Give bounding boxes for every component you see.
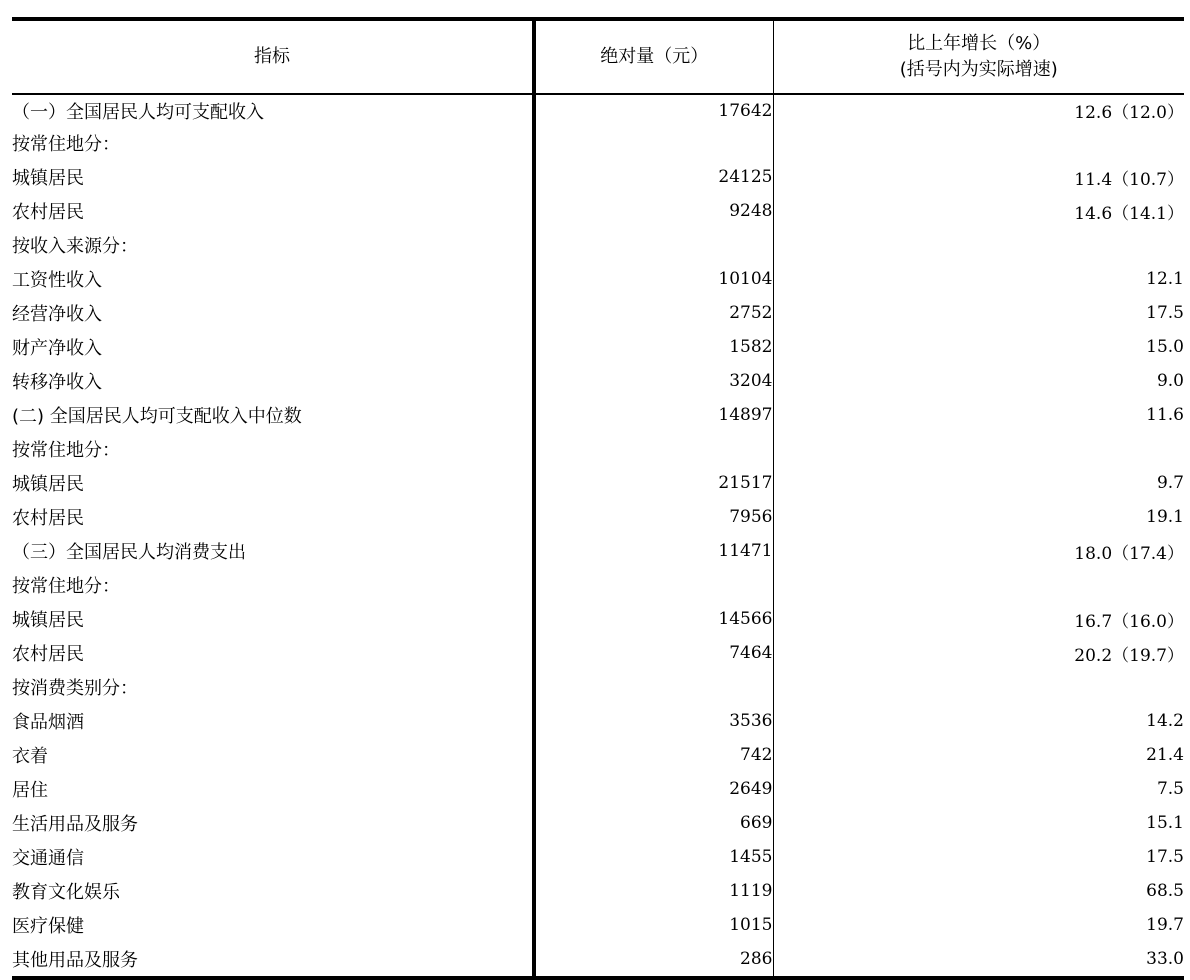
table-row <box>12 296 1184 330</box>
table-row <box>12 126 1184 160</box>
row-growth: 11.4（10.7） <box>1074 169 1184 190</box>
row-value <box>534 670 773 704</box>
row-value: 742 <box>534 738 773 772</box>
table-row <box>12 772 1184 806</box>
stats-table <box>12 17 1184 980</box>
row-label: 农村居民 <box>12 202 84 223</box>
row-growth: 18.0（17.4） <box>1074 543 1184 564</box>
row-growth <box>773 126 1184 160</box>
row-value: 1119 <box>534 874 773 908</box>
row-value: 24125 <box>534 160 773 194</box>
row-label: 财产净收入 <box>12 338 102 359</box>
row-growth: 68.5 <box>1146 881 1184 901</box>
table-row <box>12 942 1184 978</box>
row-growth: 17.5 <box>1146 847 1184 867</box>
table-header-row <box>12 19 1184 94</box>
table-row <box>12 160 1184 194</box>
row-label: 按常住地分： <box>12 134 120 155</box>
table-row <box>12 432 1184 466</box>
row-value: 7956 <box>534 500 773 534</box>
row-label: 衣着 <box>12 746 48 767</box>
table-row <box>12 806 1184 840</box>
table-row <box>12 568 1184 602</box>
row-label: 其他用品及服务 <box>12 942 534 978</box>
row-value: 2649 <box>534 772 773 806</box>
table-row <box>12 398 1184 432</box>
row-label: 城镇居民 <box>12 610 84 631</box>
row-value <box>534 568 773 602</box>
row-label: 农村居民 <box>12 508 84 529</box>
row-value: 1015 <box>534 908 773 942</box>
table-row <box>12 466 1184 500</box>
row-label: 按常住地分： <box>12 576 120 597</box>
table-row <box>12 636 1184 670</box>
row-value <box>534 228 773 262</box>
row-growth: 16.7（16.0） <box>1074 611 1184 632</box>
row-growth: 21.4 <box>1146 745 1184 765</box>
row-value: 11471 <box>534 534 773 568</box>
row-value: 7464 <box>534 636 773 670</box>
row-label: 按消费类别分： <box>12 678 138 699</box>
table-row <box>12 738 1184 772</box>
table-row <box>12 94 1184 126</box>
row-label: 城镇居民 <box>12 474 84 495</box>
row-value <box>534 432 773 466</box>
row-growth <box>773 670 1184 704</box>
row-growth: 19.1 <box>1146 507 1184 527</box>
row-label: 城镇居民 <box>12 168 84 189</box>
row-label: 按常住地分： <box>12 440 120 461</box>
table-row <box>12 874 1184 908</box>
row-growth <box>773 568 1184 602</box>
row-label: 居住 <box>12 780 48 801</box>
row-label: 教育文化娱乐 <box>12 882 120 903</box>
table-row <box>12 670 1184 704</box>
row-value: 669 <box>534 806 773 840</box>
row-value: 17642 <box>534 94 773 126</box>
row-label: （三）全国居民人均消费支出 <box>12 542 246 563</box>
table-row <box>12 262 1184 296</box>
row-growth: 20.2（19.7） <box>1074 645 1184 666</box>
table-row <box>12 228 1184 262</box>
table-row <box>12 602 1184 636</box>
row-label: 交通通信 <box>12 848 84 869</box>
table-row <box>12 364 1184 398</box>
row-growth <box>773 432 1184 466</box>
row-label: 医疗保健 <box>12 916 84 937</box>
row-growth <box>773 228 1184 262</box>
row-label: （一）全国居民人均可支配收入 <box>12 101 264 123</box>
row-value: 3536 <box>534 704 773 738</box>
row-growth: 12.6（12.0） <box>1074 103 1184 123</box>
row-value <box>534 126 773 160</box>
row-label: 工资性收入 <box>12 270 102 291</box>
table-row <box>12 534 1184 568</box>
table-row <box>12 330 1184 364</box>
row-label: 经营净收入 <box>12 304 102 325</box>
row-value: 1455 <box>534 840 773 874</box>
row-label: 按收入来源分： <box>12 236 138 257</box>
row-growth: 9.7 <box>1156 473 1184 493</box>
header-growth <box>773 19 1184 94</box>
table-row <box>12 194 1184 228</box>
table-row <box>12 500 1184 534</box>
row-label: 食品烟酒 <box>12 712 84 733</box>
header-absolute: 绝对量（元） <box>534 19 773 94</box>
table-row <box>12 704 1184 738</box>
row-growth: 12.1 <box>1146 269 1184 289</box>
row-growth: 11.6 <box>1146 405 1184 425</box>
header-growth-title: 比上年增长（%） <box>907 33 1051 54</box>
row-value: 3204 <box>534 364 773 398</box>
row-label: 生活用品及服务 <box>12 814 138 835</box>
row-label: 转移净收入 <box>12 372 102 393</box>
row-value: 21517 <box>534 466 773 500</box>
row-growth: 9.0 <box>1156 371 1184 391</box>
row-growth: 14.6（14.1） <box>1074 203 1184 224</box>
header-indicator: 指标 <box>12 19 534 94</box>
row-value: 14566 <box>534 602 773 636</box>
row-growth: 17.5 <box>1146 303 1184 323</box>
row-value: 9248 <box>534 194 773 228</box>
table-row <box>12 840 1184 874</box>
row-growth: 15.1 <box>1146 813 1184 833</box>
row-value: 14897 <box>534 398 773 432</box>
row-growth: 14.2 <box>1146 711 1184 731</box>
row-growth: 15.0 <box>1146 337 1184 357</box>
row-value: 2752 <box>534 296 773 330</box>
row-label: 农村居民 <box>12 644 84 665</box>
row-value: 286 <box>534 942 773 978</box>
table-row <box>12 908 1184 942</box>
row-label: (二) 全国居民人均可支配收入中位数 <box>12 406 302 427</box>
row-growth: 33.0 <box>773 942 1184 978</box>
header-growth-note: (括号内为实际增速) <box>899 59 1058 80</box>
row-value: 1582 <box>534 330 773 364</box>
row-growth: 19.7 <box>1146 915 1184 935</box>
row-growth: 7.5 <box>1156 779 1184 799</box>
row-value: 10104 <box>534 262 773 296</box>
